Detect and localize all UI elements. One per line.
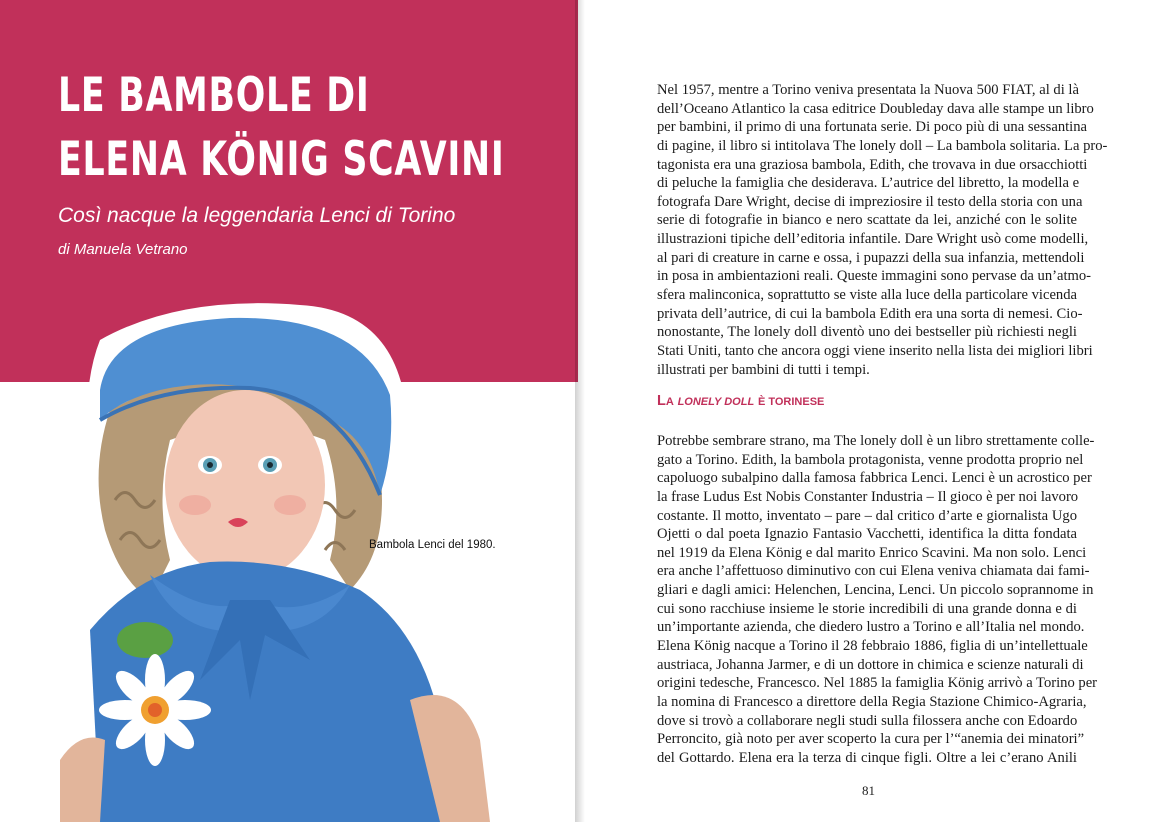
doll-photo bbox=[60, 300, 530, 822]
main-paragraph bbox=[657, 432, 1098, 768]
text-line: la frase Ludus Est Nobis Constanter Industria – Il gioco è per noi lavoro bbox=[657, 488, 1079, 505]
text-line: dove si trovò a collaborare negli studi sulla filossera anche con Edoardo bbox=[657, 712, 1078, 729]
text-line: la nomina di Francesco a direttore della Regia Stazione Chimico-Agraria, bbox=[657, 693, 1087, 710]
page-number: 81 bbox=[862, 783, 875, 798]
doll-cheek bbox=[179, 495, 211, 515]
text-line: gliari e dagli amici: Helenchen, Lencina, Lenci. Un piccolo soprannome in bbox=[657, 582, 1094, 599]
text-line: nonostante, The lonely doll diventò uno dei bestseller più richiesti negli bbox=[657, 324, 1077, 341]
text-line: Nel 1957, mentre a Torino veniva presentata la Nuova 500 FIAT, al di là bbox=[657, 82, 1079, 98]
text-line: Ojetti o dal poeta Ignazio Fantasio Vacchetti, identifica la ditta fondata bbox=[657, 526, 1077, 543]
text-line: del Gottardo. Elena era la terza di cinque figli. Oltre a lei c’erano Anili bbox=[657, 749, 1077, 766]
text-line: illustrati per bambini di tutti i tempi. bbox=[657, 361, 870, 378]
left-page bbox=[0, 0, 578, 822]
text-line: illustrazioni tipiche dell’editoria infantile. Dare Wright usò come modelli, bbox=[657, 231, 1089, 248]
text-line: Elena König nacque a Torino il 28 febbraio 1886, figlia di un’intellettuale bbox=[657, 638, 1088, 655]
flower-leaf bbox=[117, 622, 173, 658]
text-line: un’importante azienda, che diedero lustro a Torino e all’Italia nel mondo. bbox=[657, 619, 1085, 636]
title-line-2: ELENA KÖNIG SCAVINI bbox=[58, 132, 505, 187]
article-subtitle: Così nacque la leggendaria Lenci di Torino bbox=[58, 204, 456, 227]
text-line: al pari di creature in carne e ossa, i pupazzi della sua infanzia, mettendoli bbox=[657, 249, 1085, 266]
article-author: di Manuela Vetrano bbox=[58, 241, 188, 258]
page-gutter bbox=[575, 0, 585, 822]
text-line: cui sono racchiuse insieme le storie incredibili di una grande donna e di bbox=[657, 600, 1077, 617]
text-line: origini tedesche, Francesco. Nel 1885 la famiglia König arrivò a Torino per bbox=[657, 675, 1098, 692]
text-line: in posa in ambientazioni reali. Queste immagini sono pervase da un’atmo- bbox=[657, 268, 1092, 285]
text-line: di peluche la famiglia che desiderava. L’autrice del libretto, la modella e bbox=[657, 175, 1080, 192]
section-heading: LA LONELY DOLL È TORINESE bbox=[657, 393, 825, 409]
right-page bbox=[585, 0, 1157, 822]
text-line: austriaca, Johanna Jarmer, e di un dottore in chimica e scienze naturali di bbox=[657, 656, 1084, 673]
intro-paragraph bbox=[657, 81, 1108, 379]
text-line: per bambini, il primo di una fortunata serie. Di poco più di una sessantina bbox=[657, 119, 1088, 136]
image-caption: Bambola Lenci del 1980. bbox=[369, 539, 496, 551]
text-line: di pagine, il libro si intitolava The lonely doll – La bambola solitaria. La pro- bbox=[657, 137, 1108, 154]
text-line: sfera malinconica, soprattutto se viste alla luce della particolare vicenda bbox=[657, 287, 1077, 304]
doll-face bbox=[165, 390, 325, 580]
text-line: nel 1919 da Elena König e dal marito Enrico Scavini. Ma non solo. Lenci bbox=[657, 544, 1087, 561]
title-line-1: LE BAMBOLE DI bbox=[58, 68, 370, 123]
text-line: privata dell’autrice, di cui la bambola Edith era una sorta di nemesi. Cio- bbox=[657, 305, 1083, 322]
text-line: era anche l’affettuoso diminutivo con cui Elena veniva chiamata dai fami- bbox=[657, 563, 1090, 580]
text-line: fotografa Dare Wright, decise di impreziosire il testo della storia con una bbox=[657, 193, 1083, 210]
article-title bbox=[58, 64, 505, 192]
text-line: Perroncito, già noto per aver scoperto la cura per l’“anemia dei minatori” bbox=[657, 731, 1085, 748]
text-line: dell’Oceano Atlantico la casa editrice Doubleday dava alle stampe un libro bbox=[657, 100, 1094, 117]
text-line: costante. Il motto, inventato – pare – dal critico d’arte e giornalista Ugo bbox=[657, 507, 1077, 524]
text-line: capoluogo subalpino dalla famosa fabbrica Lenci. Lenci è un acrostico per bbox=[657, 470, 1092, 487]
text-line: tagonista era una graziosa bambola, Edith, che trovava in due orsacchiotti bbox=[657, 156, 1088, 173]
text-line: gato a Torino. Edith, la bambola protagonista, venne prodotta proprio nel bbox=[657, 451, 1084, 468]
text-line: serie di fotografie in bianco e nero scattate da lei, anziché con le solite bbox=[657, 212, 1077, 229]
text-line: Stati Uniti, tanto che ancora oggi viene inserito nella lista dei migliori libri bbox=[657, 342, 1093, 359]
text-line: Potrebbe sembrare strano, ma The lonely doll è un libro strettamente colle- bbox=[657, 433, 1095, 449]
